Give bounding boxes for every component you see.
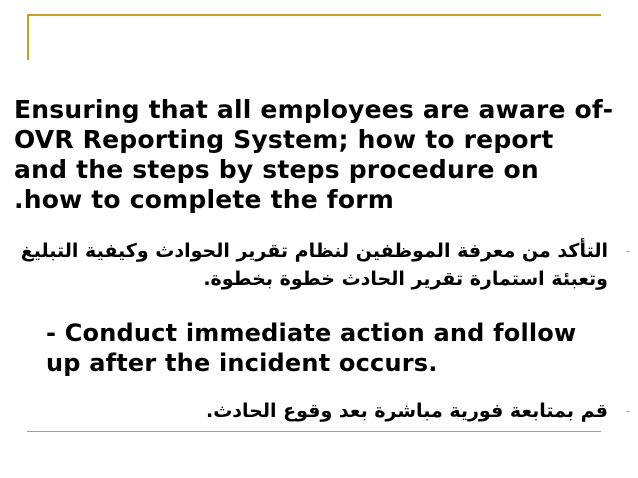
frame-bottom-rule	[27, 431, 601, 432]
objective-line-4: .how to complete the form	[14, 185, 395, 214]
arabic-objective-line-2	[18, 266, 638, 292]
arabic-objective-line-1	[18, 238, 638, 264]
frame-left-rule	[27, 14, 29, 60]
action-line-2: up after the incident occurs.	[46, 349, 438, 377]
arabic-action-text: قم بمتابعة فورية مباشرة بعد وقوع الحادث.	[205, 400, 608, 422]
arabic-objective-text-2: وتعبئة استمارة تقرير الحادث خطوة بخطوة.	[203, 268, 608, 290]
bullet-dash: -	[625, 404, 630, 418]
bullet-dash: -	[625, 244, 630, 258]
objective-line-1: Ensuring that all employees are aware of-	[14, 95, 614, 124]
objective-line-3: and the steps by steps procedure on	[14, 155, 539, 184]
arabic-objective-text-1: التأكد من معرفة الموظفين لنظام تقرير الحوادث وكيفية التبليغ	[20, 240, 608, 262]
frame-top-rule	[27, 14, 601, 16]
action-paragraph-english	[46, 318, 626, 378]
arabic-action-line	[18, 398, 638, 424]
objective-line-2: OVR Reporting System; how to report	[14, 125, 554, 154]
action-line-1: - Conduct immediate action and follow	[46, 319, 577, 347]
objective-paragraph-english	[14, 95, 634, 215]
